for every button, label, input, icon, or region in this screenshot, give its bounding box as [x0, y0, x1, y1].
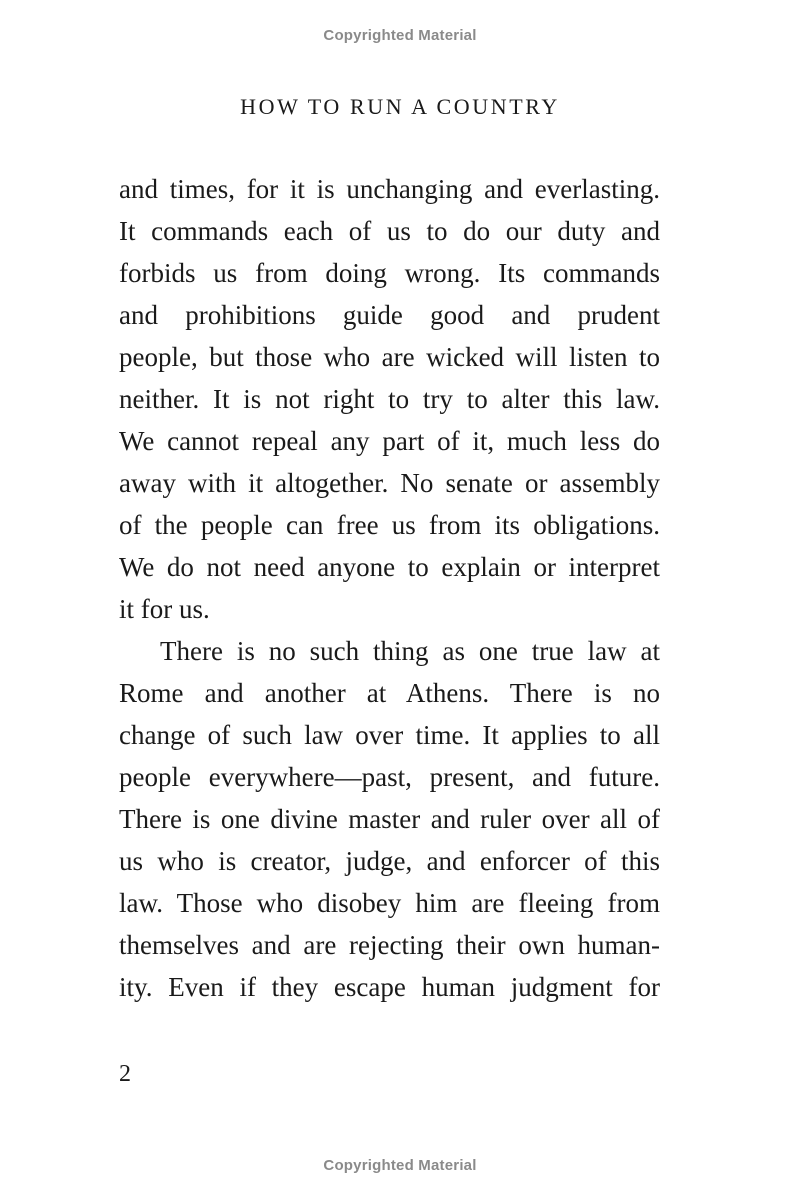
text-line: themselves and are rejecting their own human- — [119, 930, 660, 960]
page-number: 2 — [119, 1061, 131, 1087]
text-line: and times, for it is unchanging and everlasting. — [119, 174, 660, 204]
text-line: of the people can free us from its obligations. — [119, 510, 660, 540]
text-line: It commands each of us to do our duty and — [119, 216, 660, 246]
paragraph-1 — [119, 168, 660, 630]
watermark-top: Copyrighted Material — [323, 27, 477, 44]
text-line: ity. Even if they escape human judgment for — [119, 972, 660, 1002]
running-head: HOW TO RUN A COUNTRY — [240, 94, 560, 119]
text-line: We cannot repeal any part of it, much less do — [119, 426, 660, 456]
text-line: change of such law over time. It applies to all — [119, 720, 660, 750]
text-line: it for us. — [119, 594, 210, 624]
text-line: Rome and another at Athens. There is no — [119, 678, 660, 708]
text-line: and prohibitions guide good and prudent — [119, 300, 660, 330]
text-line: forbids us from doing wrong. Its commands — [119, 258, 660, 288]
paragraph-2 — [119, 630, 660, 1008]
text-line: people, but those who are wicked will listen to — [119, 342, 660, 372]
body-text — [119, 168, 660, 1008]
text-line: us who is creator, judge, and enforcer of this — [119, 846, 660, 876]
text-line: away with it altogether. No senate or assembly — [119, 468, 660, 498]
text-line: We do not need anyone to explain or interpret — [119, 552, 660, 582]
text-line: There is no such thing as one true law at — [160, 636, 660, 666]
text-line: neither. It is not right to try to alter this law. — [119, 384, 660, 414]
watermark-bottom: Copyrighted Material — [323, 1157, 477, 1174]
text-line: There is one divine master and ruler over all of — [119, 804, 660, 834]
text-line: people everywhere—past, present, and future. — [119, 762, 660, 792]
text-line: law. Those who disobey him are fleeing from — [119, 888, 660, 918]
